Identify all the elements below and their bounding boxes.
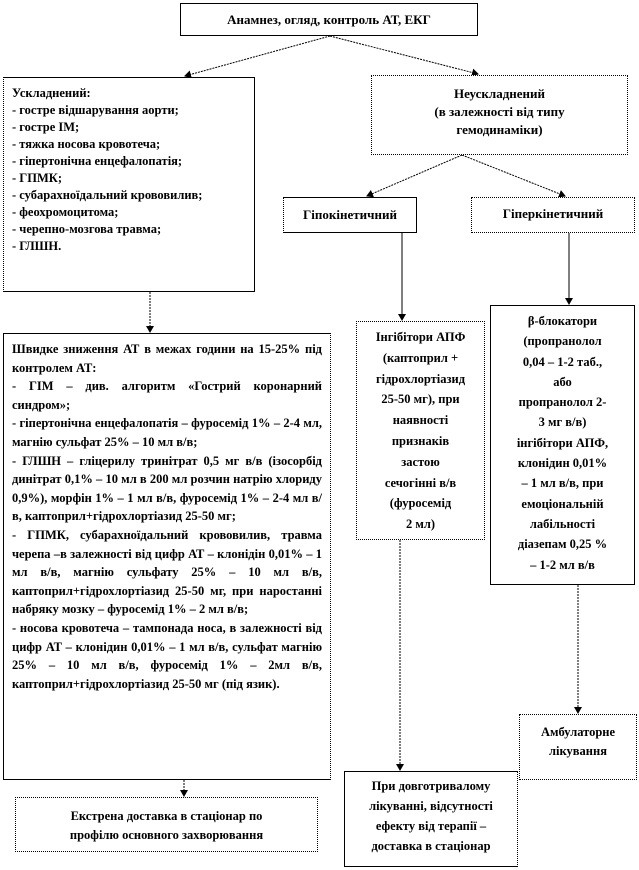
- longterm-line: лікуванні, відсутності: [369, 799, 493, 813]
- ace-line: сечогінні в/в: [384, 475, 457, 490]
- rapid-paragraph: - ГЛШН – гліцерилу тринітрат 0,5 мг в/в (ізосорбід динітрат 0,1% – 10 мл в 200 мл розчин натрію хлориду 0,9%), морфін 1% – 1 мл в/в, фуросемід 1% – 2-4 мл в/в, каптоприл+гідрохлортіазид 25-50 мг;: [12, 453, 322, 524]
- beta-line: β-блокатори: [527, 314, 598, 328]
- ambulatory-box: [519, 714, 637, 780]
- beta-line: – 1-2 мл в/в: [530, 557, 595, 572]
- uncomplicated-line: Неускладнений: [453, 86, 546, 101]
- complicated-item: - ГПМК;: [12, 171, 62, 185]
- ace-line: 25-50 мг), при: [381, 392, 460, 407]
- arrow-uncomplicated-to-hypokinetic: [367, 155, 462, 196]
- rapid-paragraph: - носова кровотеча – тампонада носа, в залежності від цифр АТ – клонідин 0,01% – 1 мл в/в, сульфат магнію 25% – 10 мл в/в, фуросемід 1% – 2мл в/в, каптоприл+гідрохлортіазид 25-50 мг (під язик).: [12, 620, 322, 691]
- emergency-line: Екстрена доставка в стаціонар по: [70, 809, 263, 823]
- complicated-item: - ГЛШН.: [12, 239, 62, 253]
- beta-line: 0,04 – 1-2 таб.,: [522, 354, 603, 369]
- rapid-reduction-box: [3, 333, 331, 780]
- ace-line: гідрохлортіазид: [375, 371, 466, 386]
- rapid-paragraph: Швидке зниження АТ в межах години на 15-25% під контролем АТ:: [12, 342, 322, 375]
- ace-line: 2 мл): [405, 517, 436, 532]
- beta-line: 3 мг в/в): [538, 415, 587, 430]
- hyperkinetic-label: Гіперкінетичний: [502, 206, 604, 221]
- beta-line: пропранолол 2-: [518, 395, 607, 410]
- beta-blockers-box: [490, 305, 635, 585]
- ace-line: наявності: [392, 413, 449, 428]
- uncomplicated-box: [371, 75, 628, 155]
- complicated-item: - феохромоцитома;: [12, 205, 119, 219]
- beta-line: – 1 мл в/в, при: [521, 476, 604, 491]
- emergency-line: профілю основного захворювання: [69, 828, 264, 842]
- ace-inhibitors-box: [356, 321, 485, 540]
- beta-line: діазепам 0,25 %: [517, 537, 608, 552]
- rapid-paragraph: - ГПМК, субарахноїдальний крововилив, травма черепа –в залежності від цифр АТ – клонідін 0,01% – 1 мл в/в, магнію сульфату 25% – 10 мл в/в, каптоприл+гідрохлортіазид 25-50 мг, при наростанні набряку мозку – фуросемід 1% – 2 мл в/в;: [12, 527, 322, 617]
- longterm-line: При довготривалому: [371, 779, 491, 793]
- complicated-heading: Ускладнений:: [12, 86, 91, 100]
- hyperkinetic-box: [471, 197, 635, 233]
- longterm-line: доставка в стаціонар: [371, 839, 491, 853]
- complicated-item: - гостре відшарування аорти;: [12, 103, 179, 117]
- ambulatory-line: Амбулаторне: [540, 725, 616, 739]
- uncomplicated-line: гемодинаміки): [456, 122, 543, 137]
- emergency-box: [15, 797, 318, 852]
- complicated-item: - тяжка носова кровотеча;: [12, 137, 161, 151]
- ace-line: (каптоприл +: [382, 350, 459, 365]
- ace-line: (фуросемід: [389, 496, 452, 511]
- beta-line: (пропранолол: [523, 334, 602, 349]
- rapid-paragraph: - ГІМ – див. алгоритм «Гострий коронарний синдром»;: [12, 379, 322, 412]
- complicated-box: [3, 77, 255, 292]
- ace-line: застою: [401, 454, 440, 469]
- anamnesis-box: [180, 3, 478, 36]
- beta-line: інгібітори АПФ,: [516, 435, 609, 450]
- beta-line: клонідин 0,01%: [517, 456, 608, 471]
- anamnesis-text: Анамнез, огляд, контроль АТ, ЕКГ: [227, 12, 431, 27]
- complicated-item: - гостре ІМ;: [12, 120, 80, 134]
- rapid-paragraph: - гіпертонічна енцефалопатія – фуросемід 1% – 2-4 мл, магнію сульфат 25% – 10 мл в/в;: [12, 416, 322, 449]
- arrow-top-to-uncomplicated: [330, 36, 478, 74]
- ambulatory-line: лікування: [549, 744, 607, 758]
- beta-line: або: [553, 374, 572, 389]
- arrow-top-to-complicated: [185, 36, 330, 76]
- ace-line: признаків: [391, 433, 450, 448]
- complicated-item: - черепно-мозгова травма;: [12, 222, 162, 236]
- beta-line: емоціональній: [521, 496, 604, 511]
- complicated-item: - субарахноїдальний крововилив;: [12, 188, 203, 202]
- beta-line: лабільності: [529, 516, 596, 531]
- complicated-item: - гіпертонічна енцефалопатія;: [12, 154, 183, 168]
- arrow-uncomplicated-to-hyperkinetic: [462, 155, 565, 196]
- hypokinetic-box: [283, 197, 417, 233]
- ace-line: Інгібітори АПФ: [375, 330, 466, 344]
- longterm-line: ефекту від терапії –: [375, 819, 487, 833]
- uncomplicated-line: (в залежності від типу: [434, 104, 565, 119]
- longterm-box: [344, 771, 518, 867]
- hypokinetic-label: Гіпокінетичний: [303, 207, 397, 222]
